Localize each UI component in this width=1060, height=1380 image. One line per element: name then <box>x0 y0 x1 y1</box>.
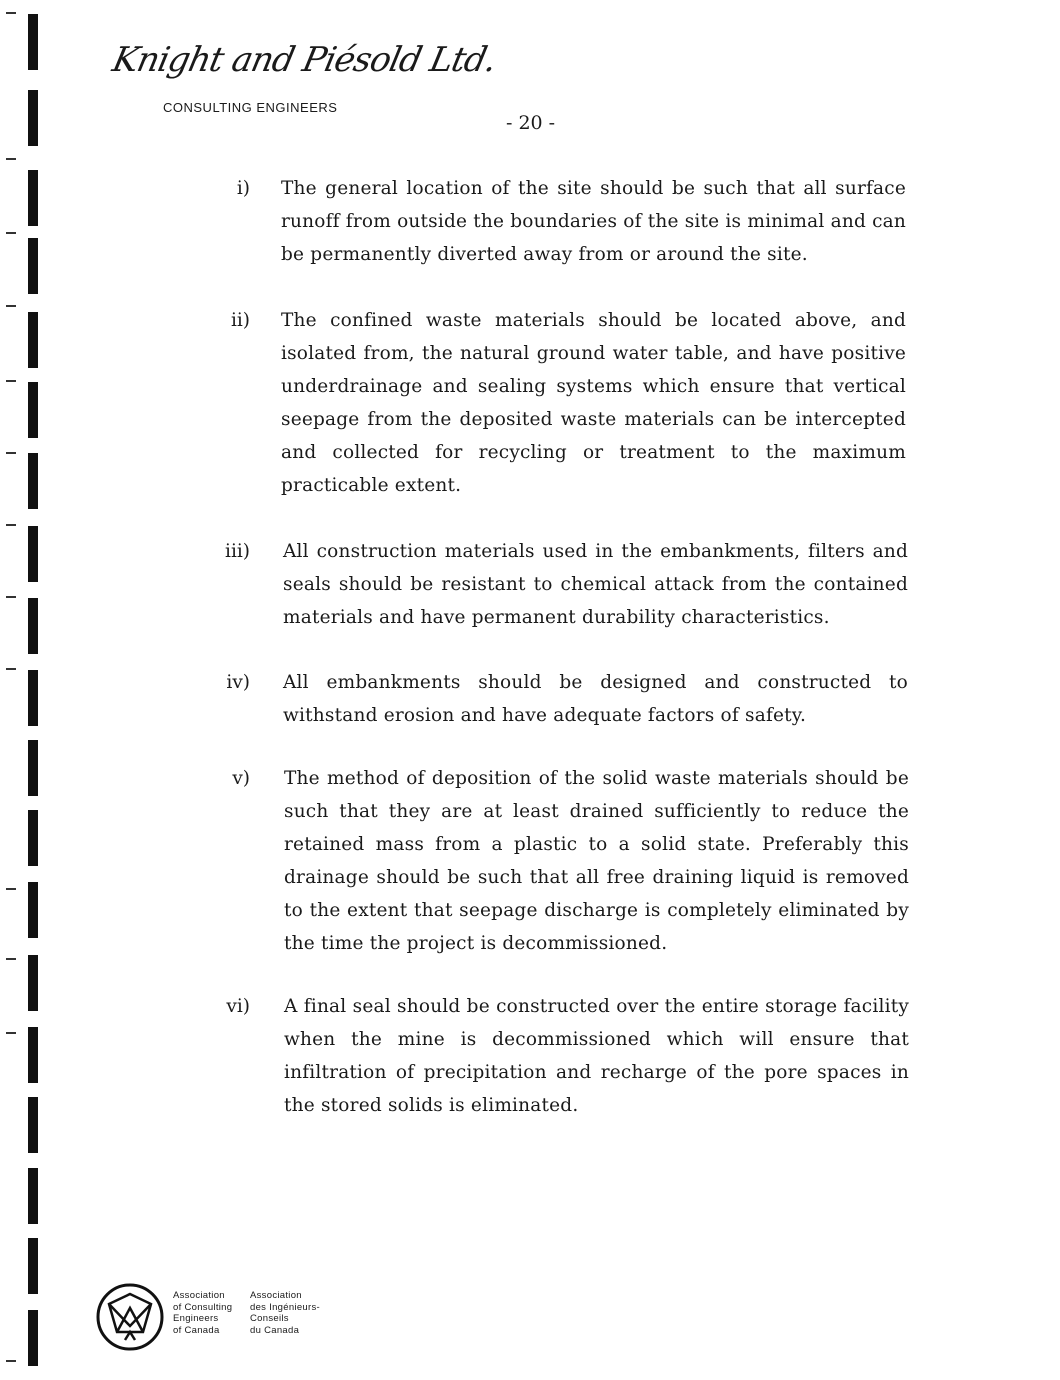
binding-bar <box>28 1310 38 1366</box>
item-number: i) <box>236 178 250 199</box>
binding-tick <box>6 12 16 14</box>
binding-bar <box>28 1027 38 1083</box>
binding-bar <box>28 1238 38 1294</box>
company-logo-script: Knight and Piésold Ltd. <box>108 40 500 80</box>
footer-association-english <box>173 1290 232 1336</box>
binding-tick <box>6 380 16 382</box>
binding-tick <box>6 232 16 234</box>
item-number: iv) <box>226 672 250 693</box>
binding-bar <box>28 955 38 1011</box>
binding-tick <box>6 1032 16 1034</box>
binding-bar <box>28 882 38 938</box>
item-number: iii) <box>225 541 250 562</box>
binding-bar <box>28 670 38 726</box>
item-number: ii) <box>230 310 250 331</box>
binding-tick <box>6 158 16 160</box>
binding-bar <box>28 382 38 438</box>
page-number: - 20 - <box>506 112 556 134</box>
binding-bar <box>28 453 38 509</box>
item-text: The method of deposition of the solid waste materials should be such that they are at least drained sufficiently to reduce the retained mass from a plastic to a solid state. Preferably this drainage should be such that all free draining liquid is removed to the extent that seepage discharge is completely eliminated by the time the project is decommissioned. <box>284 768 909 954</box>
footer-line: des Ingénieurs- <box>250 1301 320 1313</box>
footer-line: Association <box>173 1290 225 1301</box>
binding-bar <box>28 14 38 70</box>
binding-bar <box>28 312 38 368</box>
item-text: The confined waste materials should be located above, and isolated from, the natural ground water table, and have positive underdrainage and sealing systems which ensure that vertical seepage from the deposited waste materials can be intercepted and collected for recycling or treatment to the maximum practicable extent. <box>281 310 906 496</box>
footer-line: Conseils <box>250 1313 289 1324</box>
footer-line: Association <box>250 1290 302 1301</box>
binding-tick <box>6 958 16 960</box>
item-number: v) <box>232 768 250 789</box>
footer-line: du Canada <box>250 1324 300 1336</box>
binding-bar <box>28 526 38 582</box>
item-text: The general location of the site should be such that all surface runoff from outside the boundaries of the site is minimal and can be permanently diverted away from or around the site. <box>281 178 906 265</box>
footer-line: of Consulting <box>173 1301 233 1313</box>
binding-bar <box>28 238 38 294</box>
binding-bar <box>28 810 38 866</box>
item-text: All construction materials used in the embankments, filters and seals should be resistant to chemical attack from the contained materials and have permanent durability characteristics. <box>283 541 908 628</box>
binding-tick <box>6 596 16 598</box>
binding-tick <box>6 452 16 454</box>
binding-bar <box>28 598 38 654</box>
binding-tick <box>6 524 16 526</box>
item-text: All embankments should be designed and constructed to withstand erosion and have adequate factors of safety. <box>283 672 908 726</box>
binding-bar <box>28 1097 38 1153</box>
footer-association-french <box>250 1290 320 1336</box>
item-number: vi) <box>226 996 250 1017</box>
binding-tick <box>6 888 16 890</box>
binding-marks <box>28 0 40 1380</box>
binding-tick <box>6 305 16 307</box>
association-crown-logo <box>95 1282 165 1352</box>
binding-tick <box>6 668 16 670</box>
binding-bar <box>28 1168 38 1224</box>
binding-tick <box>6 1360 16 1362</box>
consulting-engineers-label: CONSULTING ENGINEERS <box>163 100 338 115</box>
footer-line: Engineers <box>173 1313 219 1324</box>
item-text: A final seal should be constructed over the entire storage facility when the mine is decommissioned which will ensure that infiltration of precipitation and recharge of the pore spaces in the stored solids is eliminated. <box>284 996 909 1116</box>
binding-bar <box>28 170 38 226</box>
binding-bar <box>28 740 38 796</box>
binding-bar <box>28 90 38 146</box>
footer-line: of Canada <box>173 1324 220 1336</box>
